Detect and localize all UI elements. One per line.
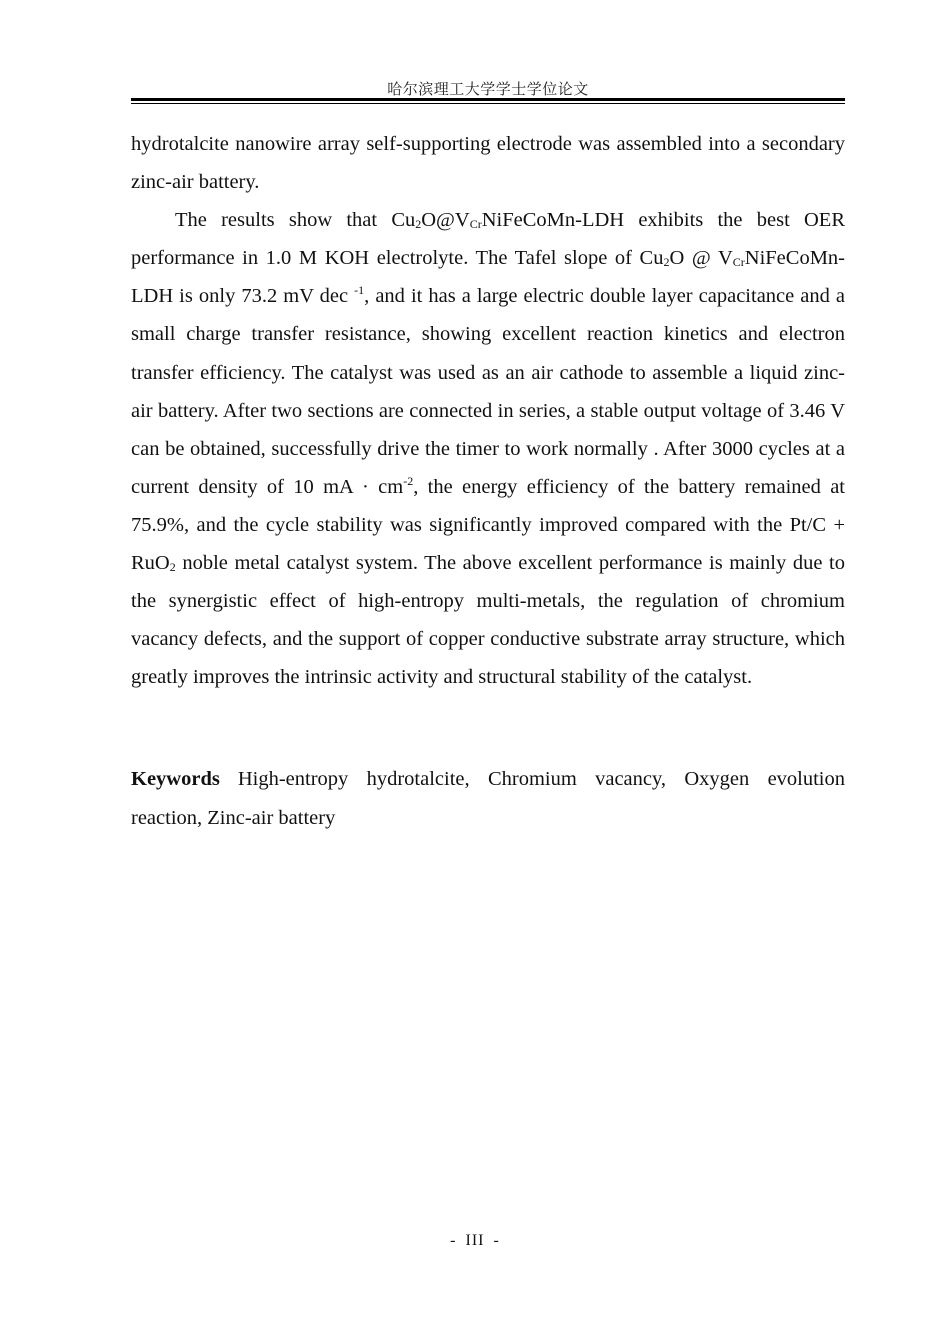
keywords-label: Keywords [131, 768, 220, 790]
header-rule-thin [131, 103, 845, 104]
superscript: -2 [403, 473, 414, 488]
subscript: Cr [469, 217, 482, 232]
text-run: NiFeCoMn-LDH is only 73.2 mV dec [131, 247, 845, 308]
text-run: NiFeCoMn-LDH exhibits the best OER performance in 1.0 M KOH electrolyte. The Tafel slope of Cu [131, 209, 845, 270]
page-header: 哈尔滨理工大学学士学位论文 [387, 80, 589, 98]
text-run: , and it has a large electric double layer capacitance and a small charge transfer resistance, showing excellent reaction kinetics and electron transfer efficiency. The catalyst was used as an air cathode to assemble a liquid zinc-air battery. After two sections are connected in series, a stable output voltage of 3.46 V can be obtained, successfully drive the timer to work normally . After 3000 cycles at a current density of 10 mA · cm [131, 285, 846, 498]
subscript: Cr [732, 255, 745, 270]
text-run: O @ V [669, 247, 733, 270]
text-run: , the energy efficiency of the battery remained at 75.9%, and the cycle stability was significantly improved compared with the Pt/C + RuO [131, 475, 845, 575]
abstract-paragraph-2 [131, 201, 845, 696]
abstract-paragraph-1: hydrotalcite nanowire array self-supporting electrode was assembled into a secondary zinc-air battery. [131, 133, 845, 194]
subscript: 2 [663, 255, 670, 270]
keywords-text: High-entropy hydrotalcite, Chromium vacancy, Oxygen evolution reaction, Zinc-air battery [131, 768, 845, 829]
text-run: O@V [421, 209, 470, 232]
header-rule-thick [131, 98, 845, 101]
subscript: 2 [415, 217, 422, 232]
superscript: -1 [354, 283, 365, 298]
abstract-body [131, 125, 845, 696]
page-number: - III - [450, 1232, 500, 1249]
keywords-line [131, 760, 845, 838]
subscript: 2 [169, 560, 176, 575]
text-run: The results show that Cu [175, 209, 416, 232]
text-run: noble metal catalyst system. The above excellent performance is mainly due to the synergistic effect of high-entropy multi-metals, the regulation of chromium vacancy defects, and the support of copper conductive substrate array structure, which greatly improves the intrinsic activity and structural stability of the catalyst. [131, 552, 845, 689]
